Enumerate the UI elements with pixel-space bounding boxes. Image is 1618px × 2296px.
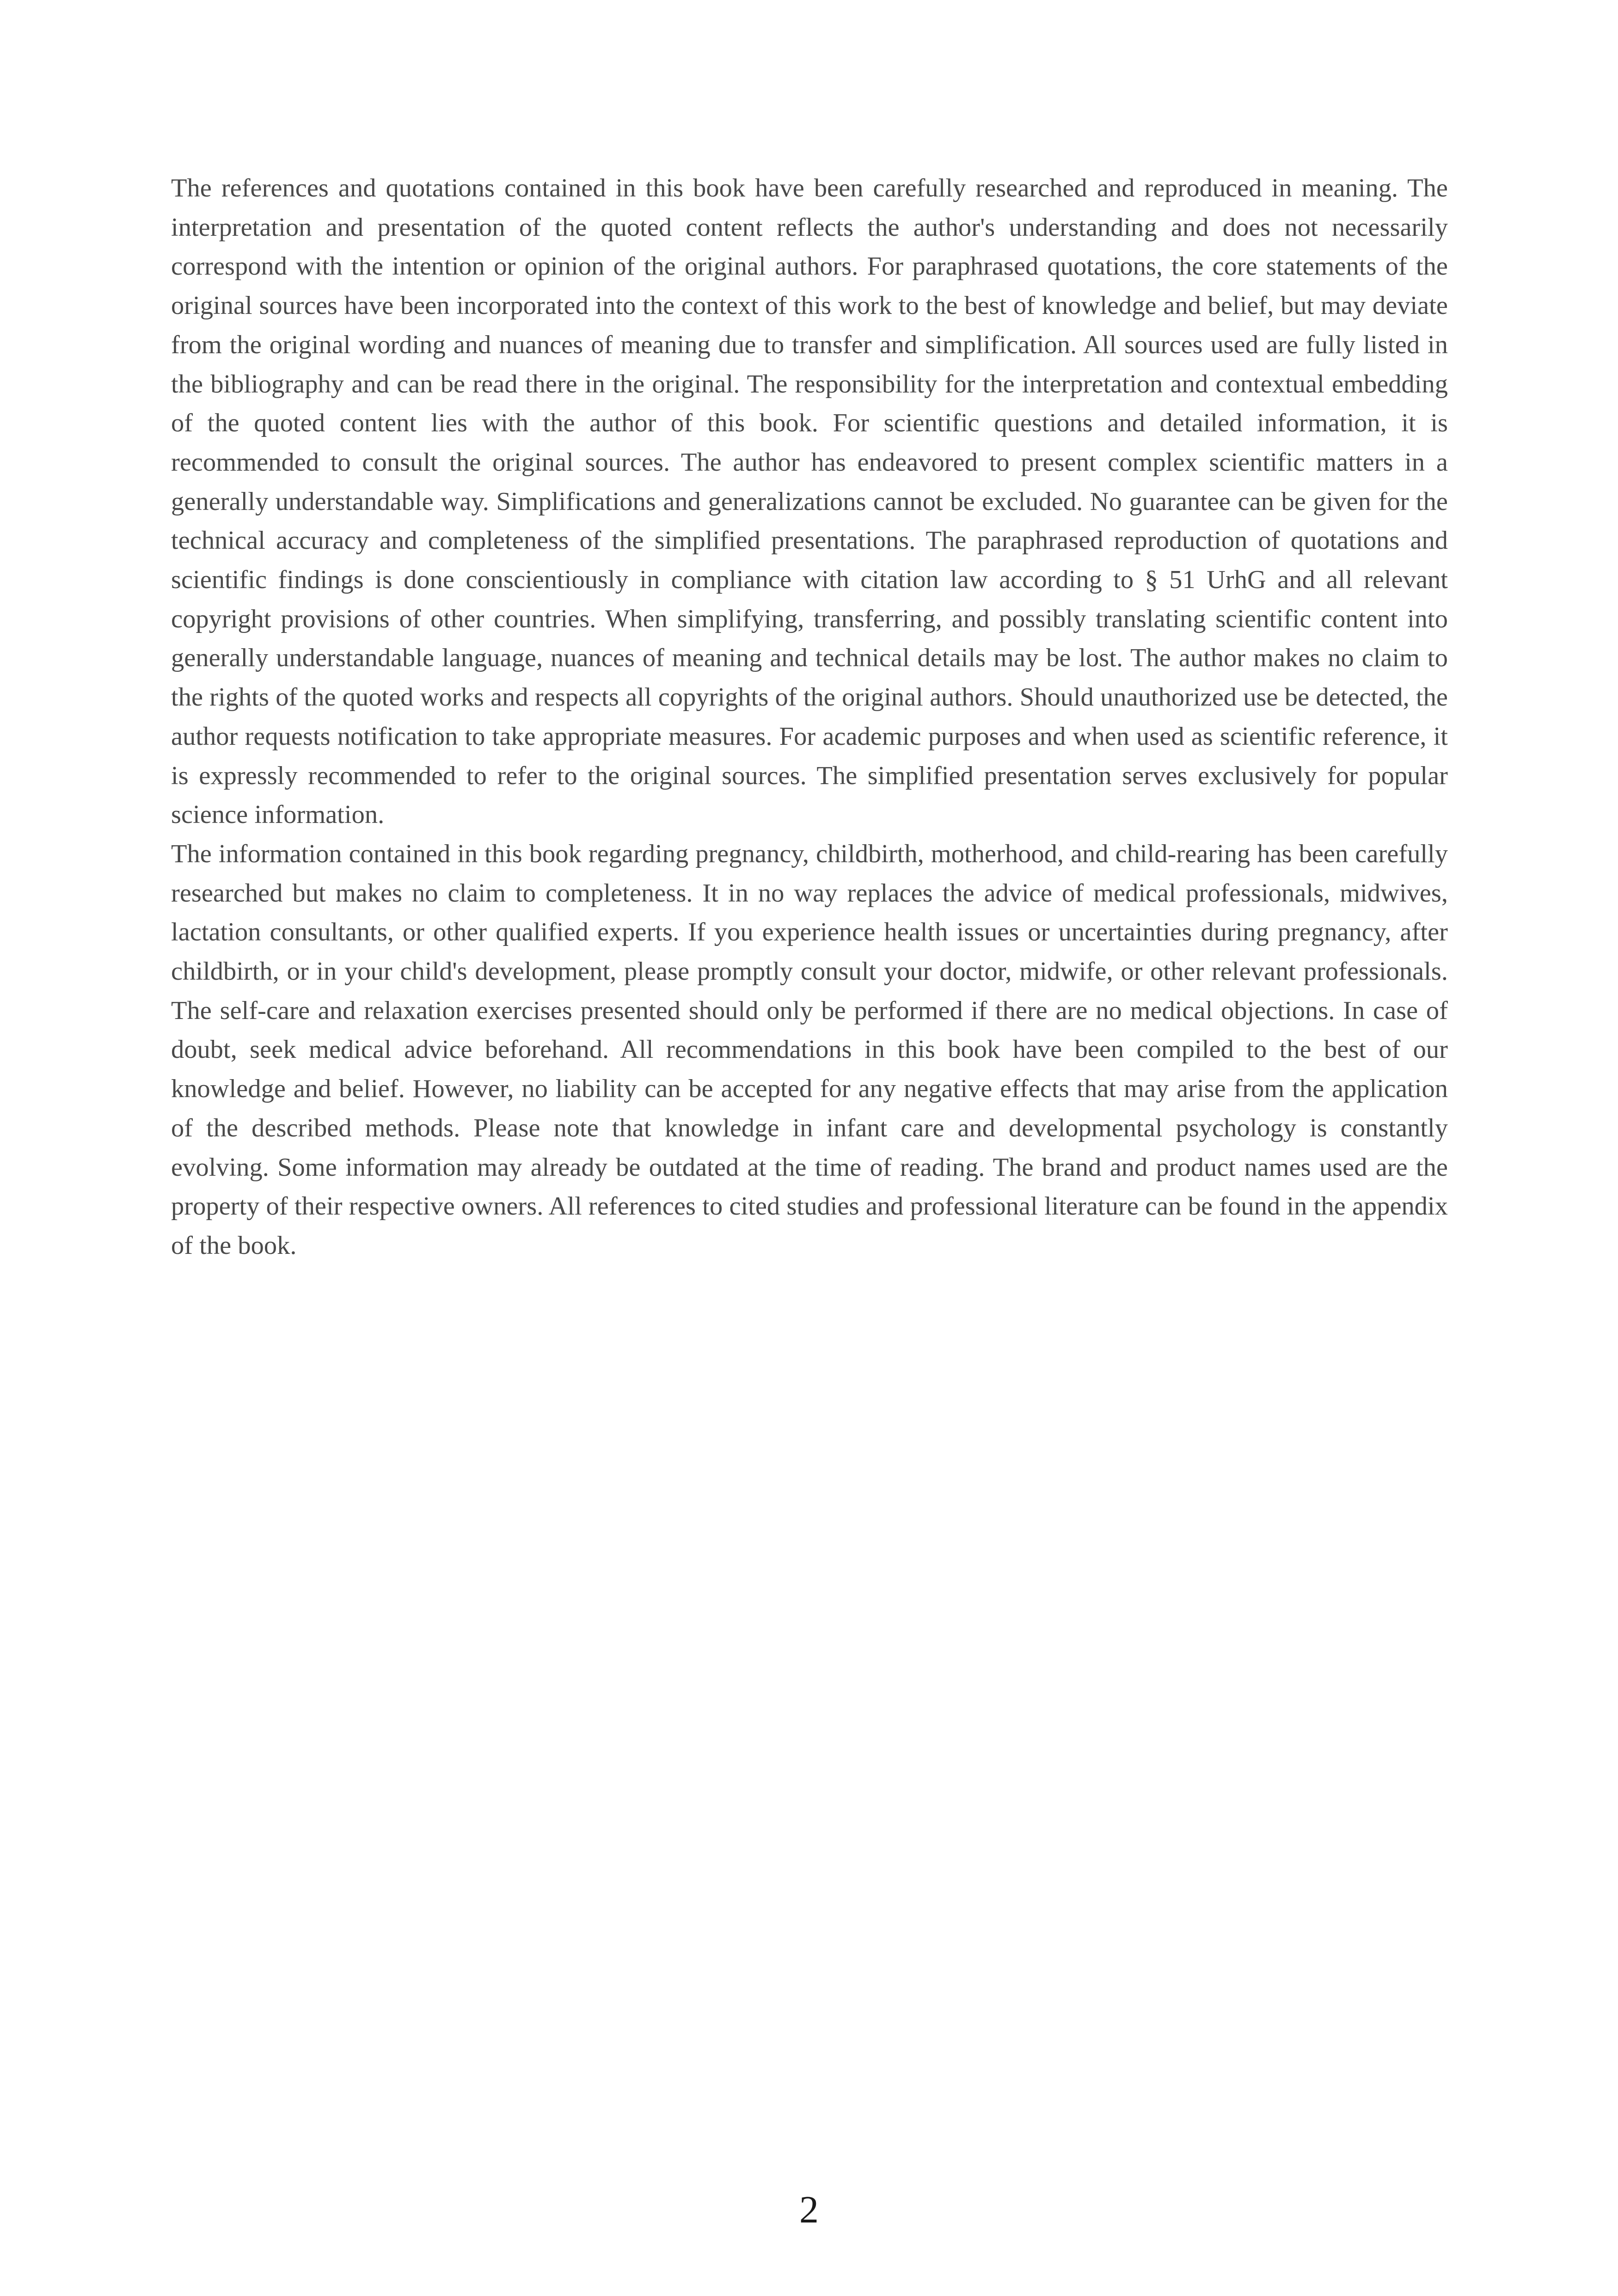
disclaimer-paragraph-quotations: The references and quotations contained in this book have been carefully researched and reproduced in meaning. The interpretation and presentation of the quoted content reflects the author's understanding and does not necessarily correspond with the intention or opinion of the original authors. For paraphrased quotations, the core statements of the original sources have been incorporated into the context of this work to the best of knowledge and belief, but may deviate from the original wording and nuances of meaning due to transfer and simplification. All sources used are fully listed in the bibliography and can be read there in the original. The responsibility for the interpretation and contextual embedding of the quoted content lies with the author of this book. For scientific questions and detailed information, it is recommended to consult the original sources. The author has endeavored to present complex scientific matters in a generally understandable way. Simplifications and generalizations cannot be excluded. No guarantee can be given for the technical accuracy and completeness of the simplified presentations. The paraphrased reproduction of quotations and scientific findings is done conscientiously in compliance with citation law according to § 51 UrhG and all relevant copyright provisions of other countries. When simplifying, transferring, and possibly translating scientific content into generally understandable language, nuances of meaning and technical details may be lost. The author makes no claim to the rights of the quoted works and respects all copyrights of the original authors. Should unauthorized use be detected, the author requests notification to take appropriate measures. For academic purposes and when used as scientific reference, it is expressly recommended to refer to the original sources. The simplified presentation serves exclusively for popular science information. (171, 174, 1448, 829)
page-number: 2 (799, 2188, 819, 2231)
body-text (171, 169, 1448, 1265)
disclaimer-paragraph-medical: The information contained in this book regarding pregnancy, childbirth, motherhood, and child-rearing has been carefully researched but makes no claim to completeness. It in no way replaces the advice of medical professionals, midwives, lactation consultants, or other qualified experts. If you experience health issues or uncertainties during pregnancy, after childbirth, or in your child's development, please promptly consult your doctor, midwife, or other relevant professionals. The self-care and relaxation exercises presented should only be performed if there are no medical objections. In case of doubt, seek medical advice beforehand. All recommendations in this book have been compiled to the best of our knowledge and belief. However, no liability can be accepted for any negative effects that may arise from the application of the described methods. Please note that knowledge in infant care and developmental psychology is constantly evolving. Some information may already be outdated at the time of reading. The brand and product names used are the property of their respective owners. All references to cited studies and professional literature can be found in the appendix of the book. (171, 839, 1448, 1260)
